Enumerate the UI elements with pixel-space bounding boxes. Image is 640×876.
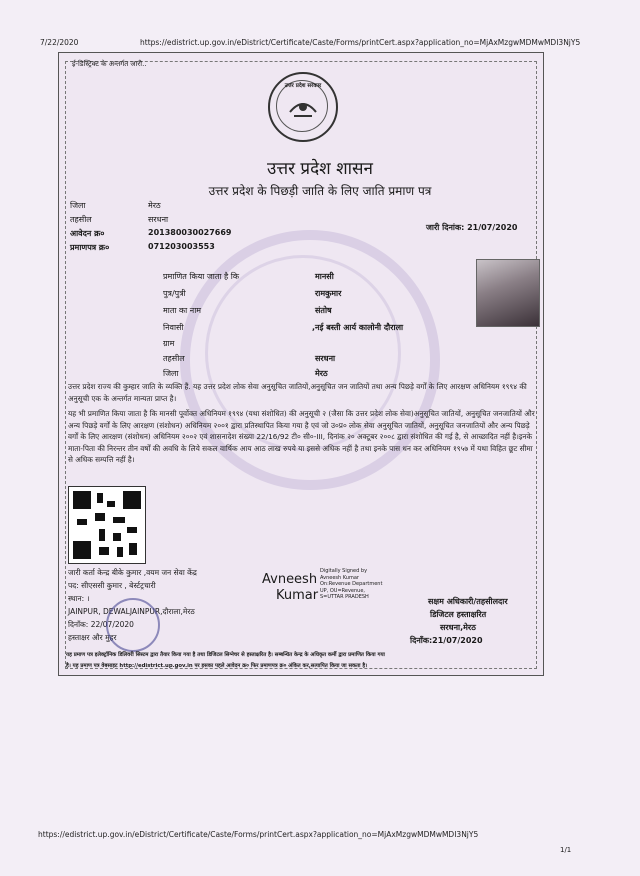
issuer-stamp xyxy=(106,598,160,652)
signature-info-3: On:Revenue Department xyxy=(320,581,383,587)
verification-qr-code xyxy=(68,486,146,564)
officer-date: दिनाँक:21/07/2020 xyxy=(410,636,483,645)
detail-value-name: मानसी xyxy=(315,272,334,281)
detail-label-parent: पुत्र/पुत्री xyxy=(163,289,186,298)
issuer-line-center: जारी कर्ता केन्द्र बीके कुमार ,वयम जन सेवा केंद्र xyxy=(68,568,197,577)
footer-page-number: 1/1 xyxy=(560,846,572,854)
officer-designation: सक्षम अधिकारी/तहसीलदार xyxy=(428,597,508,606)
meta-value-application: 201380030027669 xyxy=(148,228,232,237)
up-government-seal xyxy=(268,72,338,142)
signature-info-1: Digitally Signed by xyxy=(320,568,368,574)
issuer-line-post: पद: सीएससी कुमार , बेर्स्टट्रचारी xyxy=(68,581,156,590)
meta-value-district: मेरठ xyxy=(148,201,161,210)
detail-value-parent: रामकुमार xyxy=(315,289,342,298)
meta-label-application: आवेदन क्र० xyxy=(70,229,105,238)
signature-info-5: S=UTTAR PRADESH xyxy=(320,594,369,600)
meta-label-certificate: प्रमाणपत्र क्र० xyxy=(70,243,110,252)
issuer-line-sign: हस्ताक्षर और मुहर xyxy=(68,633,117,642)
meta-label-tehsil: तहसील xyxy=(70,215,92,224)
issuer-line-address: JAINPUR, DEWALJAINPUR,दौराला,मेरठ xyxy=(68,607,195,616)
detail-label-mother: माता का नाम xyxy=(163,306,202,315)
officer-digital-signed: डिजिटल हस्ताक्षरित xyxy=(430,610,487,619)
page-title: उत्तर प्रदेश शासन xyxy=(267,159,373,179)
officer-location: सरधना,मेरठ xyxy=(440,623,476,632)
print-url: https://edistrict.up.gov.in/eDistrict/Certificate/Caste/Forms/printCert.aspx?application_no=MjAxMzgwMDMwMDI3NjY5 xyxy=(140,38,581,47)
detail-label-district: जिला xyxy=(163,369,179,378)
signature-info-4: UP, OU=Revenue, xyxy=(320,587,366,594)
seal-caption: उत्तर प्रदेश सरकार xyxy=(284,83,322,89)
meta-value-certificate: 071203003553 xyxy=(148,242,215,251)
body-paragraph-1: उत्तर प्रदेश राज्य की कुम्हार जाति के व्यक्ति हैं. यह उत्तर प्रदेश लोक सेवा अनुसूचित जातियों,अनुसूचित जन जातियों तथा अन्य पिछड़े वर्गों के लिए आरक्षण अधिनियम १९९४ की अनुसूची एक के अन्तर्गत मान्यता प्राप्त है। xyxy=(68,382,527,403)
applicant-photo xyxy=(476,259,540,327)
page-subtitle: उत्तर प्रदेश के पिछड़ी जाति के लिए जाति प्रमाण पत्र xyxy=(208,184,432,198)
signature-name-last: Kumar xyxy=(276,588,319,603)
issuer-line-place: स्थान: । xyxy=(68,594,90,603)
meta-label-district: जिला xyxy=(70,201,86,210)
detail-value-address: ,नई बस्ती आर्य कालोनी दौराला xyxy=(312,323,404,332)
detail-label-tehsil: तहसील xyxy=(163,354,185,363)
detail-label-resident: निवासी xyxy=(163,323,184,332)
footnote-line-1: यह प्रमाण पत्र इलेक्ट्रॉनिक डिलिवरी सिस्टम द्वारा तैयार किया गया है तथा डिजिटल सिग्नेचर से हस्ताक्षरित है। सम्बन्धित केन्द्र के अधिकृत कर्मी द्वारा प्रमाणित किया गया xyxy=(66,652,385,658)
issue-date: जारी दिनांक: 21/07/2020 xyxy=(426,223,518,232)
signature-name-first: Avneesh xyxy=(262,572,318,587)
top-note: ई-डिस्ट्रिक्ट के अन्तर्गत जारी.. xyxy=(72,60,147,68)
body-paragraph-2: यह भी प्रमाणित किया जाता है कि मानसी पूर्वोक्त अधिनियम १९९४ (यथा संशोधित) की अनुसूची २ (जैसा कि उत्तर प्रदेश लोक सेवा)अनुसूचित जातियों, अनुसूचित जनजातियों और अन्य पिछड़े वर्गों के लिए आरक्षण (संशोधन) अधिनियम २००१ द्वारा प्रतिस्थापित किया गया है एवं जो उ०प्र० लोक सेवा अनुसूचित जातियों, अनुसूचित जनजातियों और अन्य पिछड़े वर्गों के लिए आरक्षण (संशोधन) अधिनियम २००२ एवं शासनादेश संख्या 22/16/92 टी० सी०-III, दिनांक २० अक्टूबर २००८ द्वारा संशोधित की गई है, से आच्छादित नहीं है।इनके माता-पिता की निरन्तर तीन वर्षों की अवधि के लिये सकल वार्षिक आय आठ लाख रुपये या इससे अधिक नहीं है तथा इनके पास धन कर अधिनियम १९५७ में यथा विहित छूट सीमा से अधिक सम्पत्ति नहीं है। xyxy=(68,409,535,464)
detail-label-village: ग्राम xyxy=(163,339,175,348)
signature-info-2: Avneesh Kumar xyxy=(320,574,359,581)
signature-info xyxy=(320,568,382,601)
print-date: 7/22/2020 xyxy=(40,38,79,47)
issuer-line-date: दिनाँक: 22/07/2020 xyxy=(68,620,134,629)
footer-url: https://edistrict.up.gov.in/eDistrict/Certificate/Caste/Forms/printCert.aspx?application_no=MjAxMzgwMDMwMDI3NjY5 xyxy=(38,830,479,839)
detail-value-district: मेरठ xyxy=(315,369,328,378)
meta-value-tehsil: सरधना xyxy=(148,215,169,224)
detail-value-tehsil: सरधना xyxy=(315,354,336,363)
detail-label-certified: प्रमाणित किया जाता है कि xyxy=(163,272,240,281)
detail-value-mother: संतोष xyxy=(315,306,332,315)
footnote-line-2: है। यह प्रमाण पत्र वेबसाइट http://edistrict.up.gov.in पर इसका पहले आवेदन क्र० फिर प्रमाणपत्र क्र० अंकित कर,सत्यापित किया जा सकता है। xyxy=(66,663,368,669)
